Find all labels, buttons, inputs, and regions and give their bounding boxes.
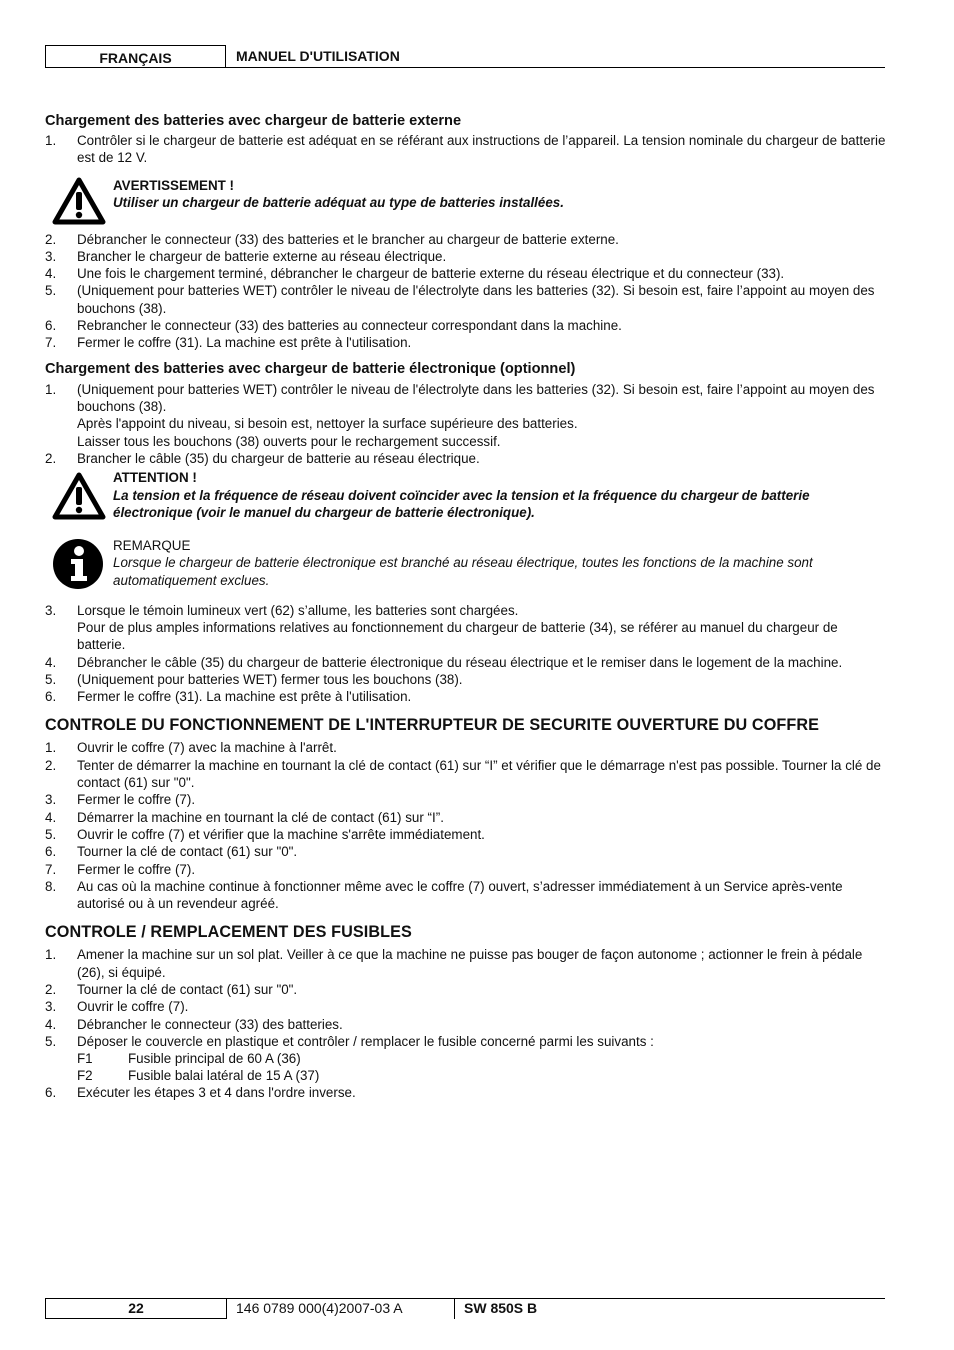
item-number: 3. — [45, 792, 57, 808]
item-number: 4. — [45, 266, 57, 282]
item-number: 1. — [45, 133, 57, 148]
item-text: Au cas où la machine continue à fonctionner même avec le coffre (7) ouvert, s’adresser immédiatement à un Service après-vente autorisé ou à un revendeur agréé. — [77, 878, 843, 912]
item-text: Débrancher le connecteur (33) des batteries. — [77, 1016, 343, 1032]
item-number: 5. — [45, 826, 57, 842]
item-number: 3. — [45, 248, 57, 264]
item-text: Ouvrir le coffre (7) avec la machine à l'arrêt. — [77, 740, 337, 756]
item-text: Contrôler si le chargeur de batterie est adéquat en se référant aux instructions de l’appareil. La tension nominale du chargeur de batterie est de 12 V. — [77, 133, 886, 166]
warning-triangle-icon — [52, 177, 106, 230]
item-text: Tenter de démarrer la machine en tournant la clé de contact (61) sur “I” et vérifier que le démarrage n'est pas possible. Tourner la clé de contact (61) sur "0". — [77, 757, 881, 791]
item-text: Fermer le coffre (7). — [77, 861, 196, 877]
step-list — [45, 946, 887, 1101]
list-item — [45, 450, 887, 467]
item-text: Amener la machine sur un sol plat. Veiller à ce que la machine ne puisse pas bouger de façon autonome ; actionner le frein à pédale (26), si équipé. — [77, 947, 863, 980]
item-number: 2. — [45, 450, 57, 466]
item-number: 1. — [45, 740, 57, 756]
item-text: Brancher le chargeur de batterie externe au réseau électrique. — [77, 248, 447, 264]
item-text: Brancher le câble (35) du chargeur de batterie au réseau électrique. — [77, 450, 480, 466]
item-subtext: Après l'appoint du niveau, si besoin est, nettoyer la surface supérieure des batteries. — [77, 416, 578, 432]
list-item — [45, 981, 887, 998]
list-item — [45, 809, 887, 826]
header-language: FRANÇAIS — [45, 45, 226, 67]
item-text: Déposer le couvercle en plastique et contrôler / remplacer le fusible concerné parmi les suivants : — [77, 1033, 654, 1049]
item-text: (Uniquement pour batteries WET) contrôler le niveau de l'électrolyte dans les batteries (32). Si besoin est, faire l’appoint au moyen des bouchons (38). — [77, 381, 875, 414]
item-number: 3. — [45, 602, 57, 618]
remark-heading: REMARQUE — [113, 537, 191, 553]
step-list — [45, 231, 887, 352]
page-header — [45, 45, 885, 68]
list-item — [45, 998, 887, 1015]
list-item — [45, 826, 887, 843]
step-list — [45, 739, 887, 912]
section-title: Chargement des batteries avec chargeur de batterie externe — [45, 113, 462, 129]
list-item — [45, 282, 887, 317]
item-number: 2. — [45, 982, 57, 997]
item-number: 7. — [45, 861, 57, 877]
list-item — [45, 757, 887, 792]
item-subtext: Pour de plus amples informations relatives au fonctionnement du chargeur de batterie (34), se référer au manuel du chargeur de batterie. — [77, 619, 838, 653]
list-item — [45, 381, 887, 450]
remark-text: Lorsque le chargeur de batterie électronique est branché au réseau électrique, toutes les fonctions de la machine sont automatiquement exclues. — [113, 555, 813, 588]
item-text: Ouvrir le coffre (7). — [77, 999, 189, 1015]
list-item — [45, 248, 887, 265]
item-text: Tourner la clé de contact (61) sur "0". — [77, 844, 298, 860]
list-item — [45, 1084, 887, 1101]
section-title: CONTROLE / REMPLACEMENT DES FUSIBLES — [45, 923, 412, 942]
item-text: Débrancher le connecteur (33) des batteries et le brancher au chargeur de batterie externe. — [77, 231, 619, 247]
step-list — [45, 602, 887, 706]
item-number: 4. — [45, 654, 57, 670]
item-number: 5. — [45, 283, 57, 299]
page-number: 22 — [45, 1299, 227, 1319]
item-number: 6. — [45, 844, 57, 860]
fuse-code: F1 — [77, 1051, 93, 1067]
attention-heading: ATTENTION ! — [113, 470, 197, 486]
page-footer — [45, 1298, 885, 1319]
list-item — [45, 1016, 887, 1033]
list-item — [45, 739, 887, 756]
list-item — [45, 132, 887, 167]
list-item — [45, 334, 887, 351]
list-item — [45, 878, 887, 913]
list-item — [45, 671, 887, 688]
item-number: 8. — [45, 878, 57, 894]
item-number: 1. — [45, 381, 57, 397]
list-item — [45, 654, 887, 671]
item-text: Une fois le chargement terminé, débrancher le chargeur de batterie externe du réseau électrique et du connecteur (33). — [77, 266, 785, 282]
item-subtext: Laisser tous les bouchons (38) ouverts pour le rechargement successif. — [77, 433, 501, 449]
list-item — [45, 791, 887, 808]
list-item — [45, 317, 887, 334]
item-number: 6. — [45, 1085, 57, 1101]
list-item — [45, 602, 887, 654]
fuse-row — [45, 1067, 887, 1084]
item-number: 4. — [45, 1016, 57, 1032]
list-item — [45, 843, 887, 860]
item-number: 5. — [45, 1033, 57, 1049]
item-text: Fermer le coffre (7). — [77, 792, 196, 808]
item-text: Lorsque le témoin lumineux vert (62) s’allume, les batteries sont chargées. — [77, 602, 519, 618]
warning-triangle-icon — [52, 472, 106, 525]
item-number: 6. — [45, 689, 57, 705]
item-number: 4. — [45, 809, 57, 825]
item-text: Fermer le coffre (31). La machine est prête à l'utilisation. — [77, 335, 412, 351]
info-icon — [52, 538, 104, 595]
item-text: Fermer le coffre (31). La machine est prête à l'utilisation. — [77, 689, 412, 705]
item-text: Exécuter les étapes 3 et 4 dans l'ordre inverse. — [77, 1085, 356, 1101]
section-title: Chargement des batteries avec chargeur de batterie électronique (optionnel) — [45, 360, 576, 377]
item-number: 6. — [45, 318, 57, 334]
model-name: SW 850S B — [454, 1299, 537, 1319]
section-title: CONTROLE DU FONCTIONNEMENT DE L'INTERRUPTEUR DE SECURITE OUVERTURE DU COFFRE — [45, 716, 820, 735]
list-item — [45, 688, 887, 705]
item-number: 5. — [45, 671, 57, 687]
item-number: 7. — [45, 335, 57, 351]
item-number: 2. — [45, 757, 57, 773]
header-title: MANUEL D'UTILISATION — [236, 48, 400, 64]
list-item — [45, 231, 887, 248]
fuse-description: Fusible principal de 60 A (36) — [128, 1051, 301, 1067]
attention-box — [45, 469, 887, 522]
remark-box — [45, 537, 887, 591]
item-number: 2. — [45, 231, 57, 247]
item-text: Rebrancher le connecteur (33) des batteries au connecteur correspondant dans la machine. — [77, 318, 622, 334]
warning-text: Utiliser un chargeur de batterie adéquat au type de batteries installées. — [113, 195, 564, 211]
fuse-row — [45, 1050, 887, 1067]
item-text: Débrancher le câble (35) du chargeur de batterie électronique du réseau électrique et le remiser dans le logement de la machine. — [77, 654, 843, 670]
document-reference: 146 0789 000(4)2007-03 A — [236, 1300, 403, 1316]
item-text: Tourner la clé de contact (61) sur "0". — [77, 982, 298, 997]
list-item — [45, 861, 887, 878]
item-text: (Uniquement pour batteries WET) fermer tous les bouchons (38). — [77, 671, 463, 687]
item-text: (Uniquement pour batteries WET) contrôler le niveau de l'électrolyte dans les batteries (32). Si besoin est, faire l’appoint au moyen des bouchons (38). — [77, 283, 875, 316]
list-item — [45, 1033, 887, 1050]
fuse-code: F2 — [77, 1068, 93, 1084]
attention-text: La tension et la fréquence de réseau doivent coïncider avec la tension et la fréquence du chargeur de batterie électronique (voir le manuel du chargeur de batterie électronique). — [113, 487, 810, 521]
warning-box — [45, 177, 887, 225]
item-number: 1. — [45, 947, 57, 963]
list-item — [45, 946, 887, 981]
list-item — [45, 265, 887, 282]
item-number: 3. — [45, 999, 57, 1015]
item-text: Démarrer la machine en tournant la clé de contact (61) sur “I”. — [77, 809, 444, 825]
warning-heading: AVERTISSEMENT ! — [113, 177, 235, 193]
main-content — [45, 112, 887, 1101]
fuse-description: Fusible balai latéral de 15 A (37) — [128, 1068, 320, 1084]
item-text: Ouvrir le coffre (7) et vérifier que la machine s'arrête immédiatement. — [77, 826, 485, 842]
